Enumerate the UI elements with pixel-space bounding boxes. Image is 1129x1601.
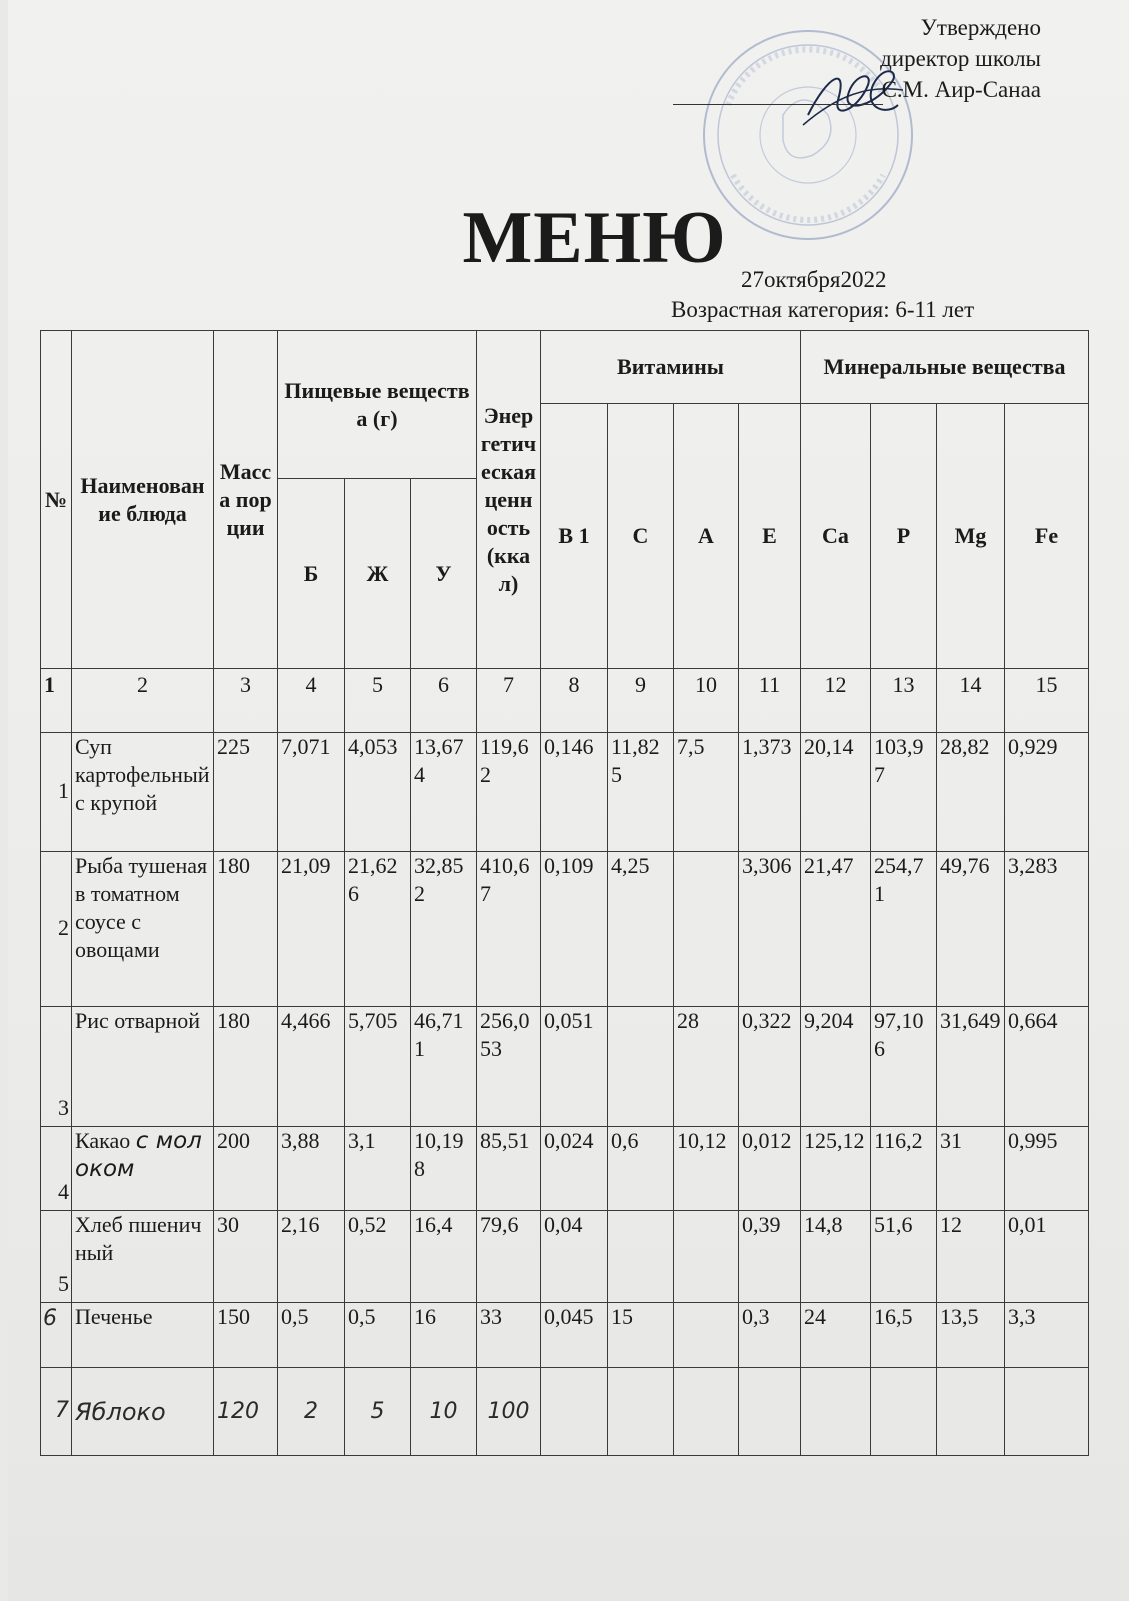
cell-mass: 200 — [214, 1127, 278, 1211]
cell-c: 0,6 — [608, 1127, 674, 1211]
header-mass: Масса порции — [214, 331, 278, 669]
row-number: 2 — [41, 852, 72, 1007]
cell-b: 4,466 — [278, 1007, 345, 1127]
cell-a — [674, 1303, 739, 1368]
cell-a — [674, 1368, 739, 1456]
cell-a: 10,12 — [674, 1127, 739, 1211]
approval-label: Утверждено — [920, 15, 1041, 40]
cell-mass: 120 — [214, 1368, 278, 1456]
approval-signer: С.М. Аир-Санаа — [881, 77, 1041, 102]
cell-fe: 0,664 — [1005, 1007, 1089, 1127]
cell-a — [674, 1211, 739, 1303]
cell-mg — [937, 1368, 1005, 1456]
cell-zh: 4,053 — [345, 733, 411, 852]
header-ca: Ca — [801, 404, 871, 669]
cell-zh: 0,5 — [345, 1303, 411, 1368]
cell-u: 10,198 — [411, 1127, 477, 1211]
cell-mass: 30 — [214, 1211, 278, 1303]
cell-e — [739, 1368, 801, 1456]
cell-a — [674, 852, 739, 1007]
col-number: 7 — [477, 669, 541, 733]
cell-fe: 0,929 — [1005, 733, 1089, 852]
dish-name: Рыба тушеная в томатном соусе с овощами — [72, 852, 214, 1007]
row-number: 5 — [41, 1211, 72, 1303]
dish-name: Яблоко — [72, 1368, 214, 1456]
table-row — [41, 1303, 1089, 1368]
cell-energy: 33 — [477, 1303, 541, 1368]
cell-u: 16,4 — [411, 1211, 477, 1303]
cell-zh: 5,705 — [345, 1007, 411, 1127]
cell-b1 — [541, 1368, 608, 1456]
header-u: У — [411, 479, 477, 669]
header-zh: Ж — [345, 479, 411, 669]
header-a: А — [674, 404, 739, 669]
cell-fe: 3,283 — [1005, 852, 1089, 1007]
cell-a: 7,5 — [674, 733, 739, 852]
col-number: 3 — [214, 669, 278, 733]
header-vitamins: Витамины — [541, 331, 801, 404]
cell-p: 254,71 — [871, 852, 937, 1007]
cell-c — [608, 1368, 674, 1456]
cell-ca: 9,204 — [801, 1007, 871, 1127]
cell-ca: 21,47 — [801, 852, 871, 1007]
cell-e: 0,39 — [739, 1211, 801, 1303]
cell-ca: 125,12 — [801, 1127, 871, 1211]
cell-c — [608, 1007, 674, 1127]
col-number: 5 — [345, 669, 411, 733]
cell-u: 46,711 — [411, 1007, 477, 1127]
page-title: МЕНЮ — [462, 197, 727, 279]
cell-b1: 0,045 — [541, 1303, 608, 1368]
header-nutrients: Пищевые вещества (г) — [278, 331, 477, 479]
cell-b1: 0,04 — [541, 1211, 608, 1303]
cell-b1: 0,109 — [541, 852, 608, 1007]
cell-energy: 85,51 — [477, 1127, 541, 1211]
cell-c: 15 — [608, 1303, 674, 1368]
cell-e: 3,306 — [739, 852, 801, 1007]
cell-mass: 225 — [214, 733, 278, 852]
dish-name-cell — [72, 1127, 214, 1211]
cell-e: 1,373 — [739, 733, 801, 852]
cell-mass: 150 — [214, 1303, 278, 1368]
dish-name: Рис отварной — [72, 1007, 214, 1127]
cell-b1: 0,051 — [541, 1007, 608, 1127]
cell-ca: 14,8 — [801, 1211, 871, 1303]
col-number: 13 — [871, 669, 937, 733]
dish-name: Суп картофельный с крупой — [72, 733, 214, 852]
cell-c — [608, 1211, 674, 1303]
menu-table — [40, 330, 1089, 1456]
cell-c: 11,825 — [608, 733, 674, 852]
cell-mg: 31 — [937, 1127, 1005, 1211]
col-number: 14 — [937, 669, 1005, 733]
cell-ca — [801, 1368, 871, 1456]
cell-zh: 21,626 — [345, 852, 411, 1007]
col-number: 1 — [41, 669, 72, 733]
header-mg: Mg — [937, 404, 1005, 669]
col-number: 6 — [411, 669, 477, 733]
cell-zh: 0,52 — [345, 1211, 411, 1303]
cell-mass: 180 — [214, 1007, 278, 1127]
header-name: Наименование блюда — [72, 331, 214, 669]
cell-energy: 79,6 — [477, 1211, 541, 1303]
dish-name: Какао — [75, 1128, 131, 1153]
cell-e: 0,3 — [739, 1303, 801, 1368]
table-row — [41, 852, 1089, 1007]
cell-a: 28 — [674, 1007, 739, 1127]
cell-u: 10 — [411, 1368, 477, 1456]
row-number: 7 — [41, 1368, 72, 1456]
row-number: 6 — [41, 1303, 72, 1368]
dish-name: Печенье — [72, 1303, 214, 1368]
cell-fe: 0,01 — [1005, 1211, 1089, 1303]
col-number: 10 — [674, 669, 739, 733]
cell-zh: 3,1 — [345, 1127, 411, 1211]
cell-zh: 5 — [345, 1368, 411, 1456]
cell-b: 2 — [278, 1368, 345, 1456]
row-number: 1 — [41, 733, 72, 852]
cell-e: 0,322 — [739, 1007, 801, 1127]
col-number: 8 — [541, 669, 608, 733]
cell-b: 3,88 — [278, 1127, 345, 1211]
cell-energy: 100 — [477, 1368, 541, 1456]
table-row — [41, 1007, 1089, 1127]
col-number: 15 — [1005, 669, 1089, 733]
cell-p: 51,6 — [871, 1211, 937, 1303]
cell-p: 16,5 — [871, 1303, 937, 1368]
header-b1: В 1 — [541, 404, 608, 669]
header-b: Б — [278, 479, 345, 669]
cell-e: 0,012 — [739, 1127, 801, 1211]
header-p: P — [871, 404, 937, 669]
cell-mg: 13,5 — [937, 1303, 1005, 1368]
cell-energy: 119,62 — [477, 733, 541, 852]
cell-ca: 20,14 — [801, 733, 871, 852]
column-number-row — [41, 669, 1089, 733]
col-number: 2 — [72, 669, 214, 733]
table-row — [41, 1368, 1089, 1456]
cell-p — [871, 1368, 937, 1456]
row-number: 4 — [41, 1127, 72, 1211]
cell-b: 0,5 — [278, 1303, 345, 1368]
cell-fe — [1005, 1368, 1089, 1456]
cell-energy: 256,053 — [477, 1007, 541, 1127]
age-category: Возрастная категория: 6-11 лет — [671, 297, 975, 322]
table-row — [41, 1211, 1089, 1303]
cell-b: 7,071 — [278, 733, 345, 852]
col-number: 12 — [801, 669, 871, 733]
header-minerals: Минеральные вещества — [801, 331, 1089, 404]
col-number: 11 — [739, 669, 801, 733]
row-number: 3 — [41, 1007, 72, 1127]
cell-fe: 3,3 — [1005, 1303, 1089, 1368]
cell-p: 116,2 — [871, 1127, 937, 1211]
header-c: С — [608, 404, 674, 669]
approval-block — [880, 12, 1041, 105]
cell-fe: 0,995 — [1005, 1127, 1089, 1211]
approval-position: директор школы — [880, 46, 1041, 71]
cell-b: 2,16 — [278, 1211, 345, 1303]
menu-date: 27октября2022 — [741, 267, 887, 292]
cell-mg: 49,76 — [937, 852, 1005, 1007]
header-e: Е — [739, 404, 801, 669]
cell-b1: 0,146 — [541, 733, 608, 852]
cell-mass: 180 — [214, 852, 278, 1007]
cell-u: 32,852 — [411, 852, 477, 1007]
cell-u: 16 — [411, 1303, 477, 1368]
header-energy: Энергетическая ценность (ккал) — [477, 331, 541, 669]
cell-mg: 28,82 — [937, 733, 1005, 852]
col-number: 9 — [608, 669, 674, 733]
table-row — [41, 1127, 1089, 1211]
cell-p: 97,106 — [871, 1007, 937, 1127]
cell-c: 4,25 — [608, 852, 674, 1007]
cell-ca: 24 — [801, 1303, 871, 1368]
dish-name: Хлеб пшеничный — [72, 1211, 214, 1303]
cell-energy: 410,67 — [477, 852, 541, 1007]
cell-u: 13,674 — [411, 733, 477, 852]
col-number: 4 — [278, 669, 345, 733]
cell-b1: 0,024 — [541, 1127, 608, 1211]
cell-p: 103,97 — [871, 733, 937, 852]
cell-mg: 31,649 — [937, 1007, 1005, 1127]
cell-mg: 12 — [937, 1211, 1005, 1303]
header-num: № — [41, 331, 72, 669]
dish-name-handwritten: с молоком — [75, 1128, 202, 1182]
table-row — [41, 733, 1089, 852]
signature-line — [673, 104, 883, 105]
header-fe: Fe — [1005, 404, 1089, 669]
cell-b: 21,09 — [278, 852, 345, 1007]
